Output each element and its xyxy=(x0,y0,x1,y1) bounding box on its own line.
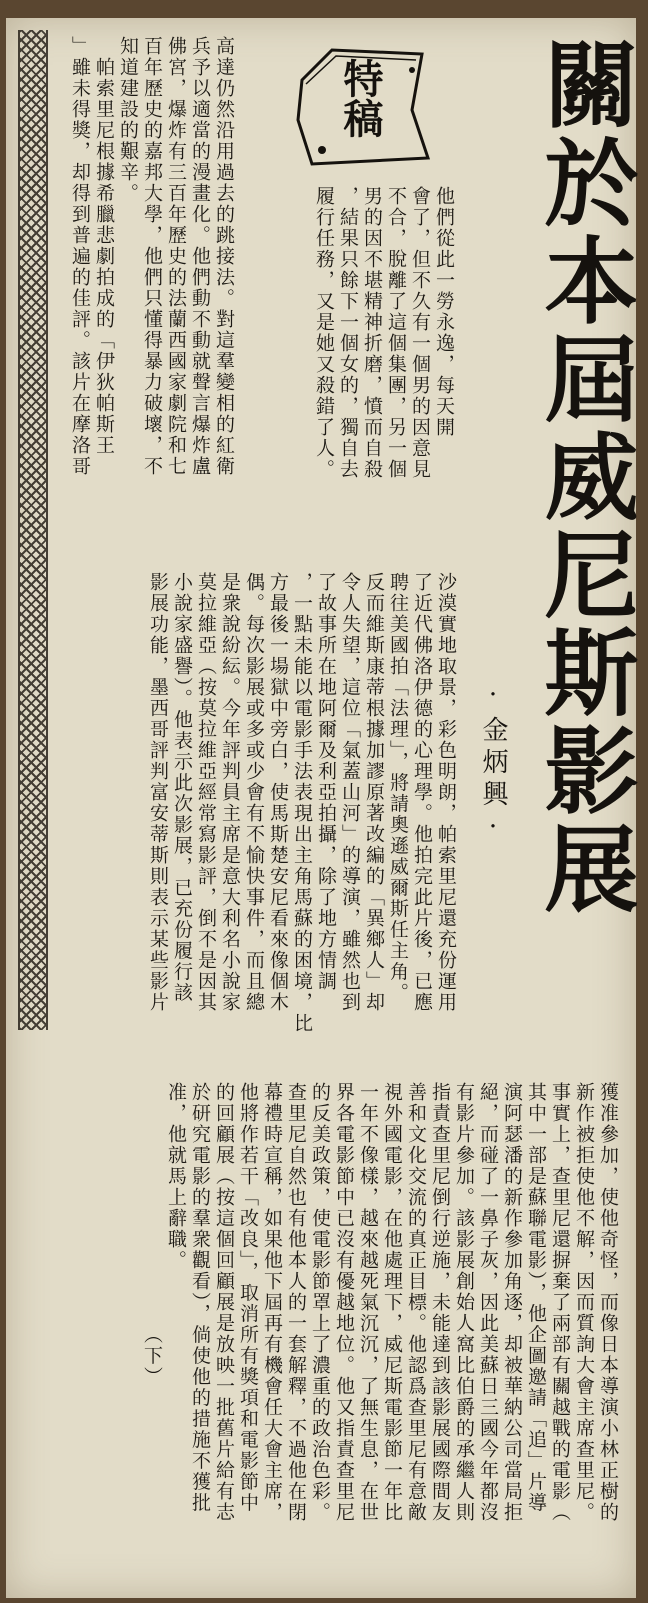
article-col-a: 他們從此一勞永逸，每天開 會了，但不久有一個男的因意見 不合，脫離了這個集團，另一個 男的因不堪精神折磨，憤而自殺 ，結果只餘下一個女的，獨自去 履行任務，又是她又殺錯了人。 xyxy=(313,186,455,480)
byline: ·金炳興· xyxy=(478,680,508,848)
article-col-b: 沙漠實地取景，彩色明朗，帕索里尼還充份運用 了近代佛洛伊德的心理學。他拍完此片後，已應 聘往美國拍「法理」，將請奧遜威爾斯任主角。 反而維斯康蒂根據加謬原著改編的「異鄉人」却 令人失望，這位「氣蓋山河」的導演，雖然也到 了故事所在地阿爾及利亞拍攝，除了地方情調 ，一點未能以電影手法表現出主角馬蘇的困境，比 方最後一場獄中旁白，使馬斯楚安尼看來像個木 偶。每次影展或多或少會有不愉快事件，而且總 是衆說紛紜。今年評判員主席是意大利名小說家 莫拉維亞（按莫拉維亞經常寫影評，倒不是因其 小說家盛譽）。他表示此次影展，已充份履行該 影展功能，墨西哥評判富安蒂斯則表示某些影片 xyxy=(147,572,457,1034)
article-col-d: 獲准參加，使他奇怪，而像日本導演小林正樹的 新作被拒使他不解，因而質詢大會主席查里尼。 事實上，查里尼還摒棄了兩部有關越戰的電影（ 其中一部是蘇聯電影），他企圖邀請「追」片導 演阿瑟潘的新作參加角逐，却被華納公司當局拒 絕，而碰了一鼻子灰，因此美蘇日三國今年都沒 有影片參加。該影展創始人窩比伯爵的承繼人則 指責查里尼倒行逆施，未能達到該影展國際間友 善和文化交流的真正目標。他認爲查里尼有意敵 視外國電影，在他處理下，威尼斯電影節一年比 一年不像樣，越來越死氣沉沉，了無生息，在世 界各電影節中已沒有優越地位。他又指責查里尼 的反美政策，使電影節罩上了濃重的政治色彩。 查里尼自然也有他本人的一套解釋，不過他在閉 幕禮時宣稱，如果他下屆再有機會任大會主席， 他將作若干「改良」，取消所有獎項和電影節中 的回顧展（按這個回顧展是放映一批舊片給有志 於研究電影的羣衆觀看），倘使他的措施不獲批 准，他就馬上辭職。 （下） xyxy=(141,1082,619,1523)
article-col-c: 高達仍然沿用過去的跳接法。對這羣變相的紅衛 兵予以適當的漫畫化。他們動不動就聲言爆炸盧 佛宮，爆炸有三百年歷史的法蘭西國家劇院和七 百年歷史的嘉邦大學，他們只懂得暴力破壞，不 知道建設的艱辛。 帕索里尼根據希臘悲劇拍成的「伊狄帕斯王 」雖未得獎，却得到普遍的佳評。該片在摩洛哥 xyxy=(69,36,235,477)
headline: 關於本屆威尼斯影展 xyxy=(528,36,638,918)
column-label: 特稿 xyxy=(337,58,384,138)
column-logo xyxy=(292,40,432,170)
decorative-border xyxy=(18,30,48,1030)
